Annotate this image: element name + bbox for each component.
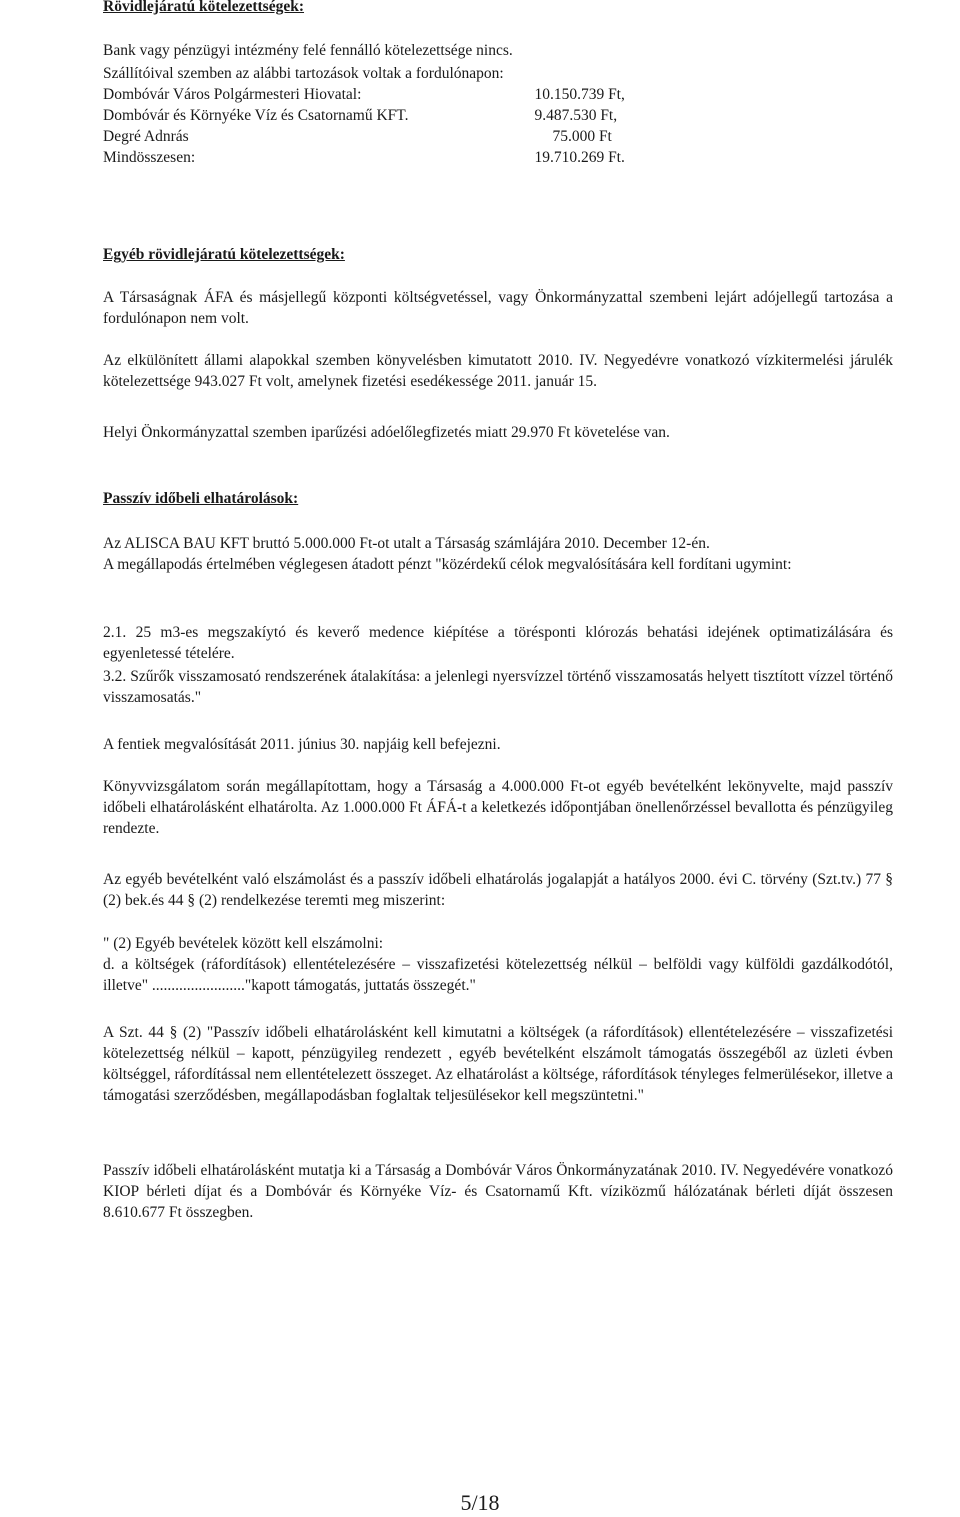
supplier-amount: 9.487.530 Ft, [534,107,618,124]
law-quote [103,933,893,996]
agreement-text: A megállapodás értelmében véglegesen átadott pénzt "közérdekű célok megvalósítására kell fordítani ugymint: [103,556,792,573]
supplier-name: Dombóvár és Környéke Víz és Csatornamű KFT. [103,107,409,124]
alisca-line: Az ALISCA BAU KFT bruttó 5.000.000 Ft-ot utalt a Társaság számlájára 2010. December 12-én. [103,535,710,552]
page-number: 5/18 [460,1490,500,1515]
local-tax-paragraph: Helyi Önkormányzattal szemben iparűzési adóelőlegfizetés miatt 29.970 Ft követelése van. [103,424,670,441]
alisca-paragraph [103,533,893,575]
supplier-name: Dombóvár Város Polgármesteri Hiovatal: [103,86,362,103]
audit-paragraph: Könyvvizsgálatom során megállapítottam, hogy a Társaság a 4.000.000 Ft-ot egyéb bevételként lekönyvelte, majd passzív időbeli elhatárolásként elhatárolta. Az 1.000.000 Ft ÁFÁ-t a keletkezés időpontjában önellenőrzéssel bevallotta és pénzügyileg rendezte. [103,778,893,837]
supplier-total-row [103,147,663,168]
bank-liabilities-text: Bank vagy pénzügyi intézmény felé fennálló kötelezettsége nincs. [103,42,513,59]
supplier-amount: 10.150.739 Ft, [534,86,625,103]
heading-accruals: Passzív időbeli elhatárolások: [103,490,299,507]
final-paragraph: Passzív időbeli elhatárolásként mutatja ki a Társaság a Dombóvár Város Önkormányzatának 2010. IV. Negyedévére vonatkozó KIOP bérleti díjat és a Dombóvár és Környéke Víz- és Csatornamű Kft. víziközmű hálózatának bérleti díját összesen 8.610.677 Ft összegben. [103,1162,893,1221]
supplier-row [103,105,663,126]
list-item: 3.2. Szűrők visszamosató rendszerének átalakítása: a jelenlegi nyersvízzel történő visszamosatás helyett tisztított vízzel történő visszamosatás." [103,668,893,706]
supplier-name: Degré Adnrás [103,128,189,145]
supplier-total-label: Mindösszesen: [103,149,196,166]
supplier-total-amount: 19.710.269 Ft. [534,149,625,166]
law-quote-text: d. a költségek (ráfordítások) ellentételezésére – visszafizetési kötelezettség nélkül – belföldi vagy külföldi gazdálkodótól, illetve" ........................"kapott támogatás, juttatás összegét." [103,956,893,994]
legal-basis-paragraph: Az egyéb bevételként való elszámolást és a passzív időbeli elhatárolás jogalapját a hatályos 2000. évi C. törvény (Szt.tv.) 77 § (2) bek.és 44 § (2) rendelkezése teremti meg miszerint: [103,871,893,909]
vat-paragraph: A Társaságnak ÁFA és másjellegű központi költségvetéssel, vagy Önkormányzattal szembeni lejárt adójellegű tartozása a fordulónapon nem volt. [103,289,893,327]
suppliers-intro: Szállítóival szemben az alábbi tartozások voltak a fordulónapon: [103,65,504,82]
suppliers-table [103,84,663,168]
supplier-row [103,126,663,147]
heading-short-term: Rövidlejáratú kötelezettségek: [103,0,305,15]
szt-44-paragraph: A Szt. 44 § (2) "Passzív időbeli elhatárolásként kell kimutatni a költségek (a ráfordítások) ellentételezésére – visszafizetési kötelezettség nélkül – kapott, pénzügyileg rendezett , egyéb bevételként elszámolt támogatás összegéből az üzleti évben költséggel, ráfordítással nem ellentételezett összeget. Az elhatárolást a költsége, ráfordítások tényleges felmerülésekor, illetve a támogatási szerződésben, megállapodásban foglaltak teljesülésekor kell megszüntetni." [103,1024,894,1104]
supplier-amount: 75.000 Ft [552,128,612,145]
heading-other-short-term: Egyéb rövidlejáratú kötelezettségek: [103,246,345,263]
deadline-paragraph: A fentiek megvalósítását 2011. június 30. napjáig kell befejezni. [103,736,501,753]
list-item: 2.1. 25 m3-es megszakíytó és keverő medence kiépítése a törésponti klórozás behatási idejének optimatizálására és egyenletessé tételére. [103,624,893,662]
supplier-row [103,84,663,105]
law-quote-line: " (2) Egyéb bevételek között kell elszámolni: [103,935,384,952]
water-fee-paragraph: Az elkülönített állami alapokkal szemben könyvelésben kimutatott 2010. IV. Negyedévre vonatkozó vízkitermelési járulék kötelezettsége 943.027 Ft volt, amelynek fizetési esedékessége 2011. január 15. [103,352,893,390]
